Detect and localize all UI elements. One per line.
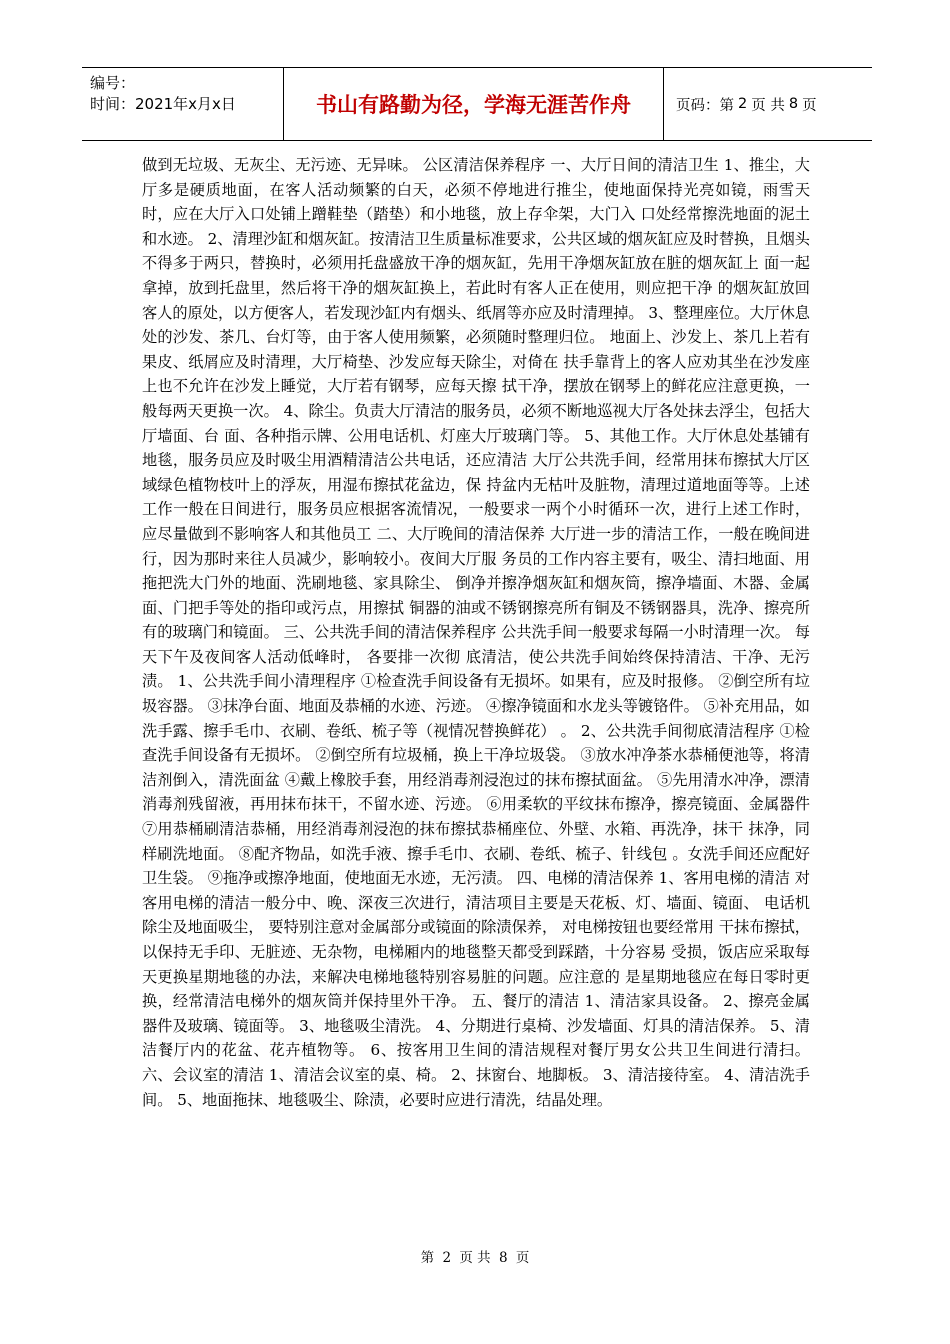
footer-page-total: 8: [498, 1250, 508, 1266]
time-label: 时间：2021年x月x日: [90, 95, 236, 113]
page-header: [82, 67, 872, 141]
footer-prefix: 第: [420, 1250, 435, 1266]
page-label: 页码：第: [676, 97, 734, 114]
page-footer: [0, 1246, 950, 1266]
code-label: 编号：: [90, 74, 136, 92]
document-body: 做到无垃圾、无灰尘、无污迹、无异味。 公区清洁保养程序 一、大厅日间的清洁卫生 1、推尘，大厅多是硬质地面，在客人活动频繁的白天，必须不停地进行推尘，使地面保持光亮如镜，雨雪天时，应在大厅入口处铺上蹭鞋垫（踏垫）和小地毯，放上存伞架，大门入 口处经常擦洗地面的泥土和水迹。 2、清理沙缸和烟灰缸。按清洁卫生质量标准要求，公共区域的烟灰缸应及时替换，且烟头 不得多于两只，替换时，必须用托盘盛放干净的烟灰缸，先用干净烟灰缸放在脏的烟灰缸上 面一起拿掉，放到托盘里，然后将干净的烟灰缸换上，若此时有客人正在使用，则应把干净 的烟灰缸放回客人的原处，以方便客人，若发现沙缸内有烟头、纸屑等亦应及时清理掉。 3、整理座位。大厅休息处的沙发、茶几、台灯等，由于客人使用频繁，必须随时整理归位。 地面上、沙发上、茶几上若有果皮、纸屑应及时清理，大厅椅垫、沙发应每天除尘，对倚在 扶手靠背上的客人应劝其坐在沙发座上也不允许在沙发上睡觉，大厅若有钢琴，应每天擦 拭干净，摆放在钢琴上的鲜花应注意更换，一般每两天更换一次。 4、除尘。负责大厅清洁的服务员，必须不断地巡视大厅各处抹去浮尘，包括大厅墙面、台 面、各种指示牌、公用电话机、灯座大厅玻璃门等。 5、其他工作。大厅休息处基铺有地毯，服务员应及时吸尘用酒精清洁公共电话，还应清洁 大厅公共洗手间，经常用抹布擦拭大厅区域绿色植物枝叶上的浮灰，用湿布擦拭花盆边，保 持盆内无枯叶及脏物，清理过道地面等等。上述工作一般在日间进行，服务员应根据客流情况，一般要求一两个小时循环一次，进行上述工作时，应尽量做到不影响客人和其他员工 二、大厅晚间的清洁保养 大厅进一步的清洁工作，一般在晚间进行，因为那时来往人员减少，影响较小。夜间大厅服 务员的工作内容主要有，吸尘、清扫地面、用拖把洗大门外的地面、洗刷地毯、家具除尘、 倒净并擦净烟灰缸和烟灰筒，擦净墙面、木器、金属面、门把手等处的指印或污点，用擦拭 铜器的油或不锈钢擦亮所有铜及不锈钢器具，洗净、擦亮所有的玻璃门和镜面。 三、公共洗手间的清洁保养程序 公共洗手间一般要求每隔一小时清理一次。 每天下午及夜间客人活动低峰时， 各要排一次彻 底清洁，使公共洗手间始终保持清洁、干净、无污渍。 1、公共洗手间小清理程序 ①检查洗手间设备有无损坏。如果有，应及时报修。 ②倒空所有垃圾容器。 ③抹净台面、地面及恭桶的水迹、污迹。 ④擦净镜面和水龙头等镀铬件。 ⑤补充用品，如洗手露、擦手毛巾、衣刷、卷纸、梳子等（视情况替换鲜花） 。 2、公共洗手间彻底清洁程序 ①检查洗手间设备有无损坏。 ②倒空所有垃圾桶，换上干净垃圾袋。 ③放水冲净茶水恭桶便池等，将清洁剂倒入，清洗面盆 ④戴上橡胶手套，用经消毒剂浸泡过的抹布擦拭面盆。 ⑤先用清水冲净，漂清消毒剂残留液，再用抹布抹干，不留水迹、污迹。 ⑥用柔软的平纹抹布擦净，擦亮镜面、金属器件 ⑦用恭桶刷清洁恭桶，用经消毒剂浸泡的抹布擦拭恭桶座位、外壁、水箱、再洗净，抹干 抹净，同样刷洗地面。 ⑧配齐物品，如洗手液、擦手毛巾、衣刷、卷纸、梳子、针线包 。女洗手间还应配好卫生袋。 ⑨拖净或擦净地面，使地面无水迹，无污渍。 四、电梯的清洁保养 1、客用电梯的清洁 对客用电梯的清洁一般分中、晚、深夜三次进行，清洁项目主要是天花板、灯、墙面、镜面、 电话机除尘及地面吸尘， 要特别注意对金属部分或镜面的除渍保养， 对电梯按钮也要经常用 干抹布擦拭，以保持无手印、无脏迹、无杂物，电梯厢内的地毯整天都受到踩踏，十分容易 受损，饭店应采取每天更换星期地毯的办法，来解决电梯地毯特别容易脏的问题。应注意的 是星期地毯应在每日零时更换，经常清洁电梯外的烟灰筒并保持里外干净。 五、餐厅的清洁 1、清洁家具设备。 2、擦亮金属器件及玻璃、镜面等。 3、地毯吸尘清洗。 4、分期进行桌椅、沙发墙面、灯具的清洁保养。 5、清洁餐厅内的花盆、花卉植物等。 6、按客用卫生间的清洁规程对餐厅男女公共卫生间进行清扫。 六、会议室的清洁 1、清洁会议室的桌、椅。 2、抹窗台、地脚板。 3、清洁接待室。 4、清洁洗手间。 5、地面拖抹、地毯吸尘、除渍，必要时应进行清洗，结晶处理。: [142, 156, 810, 1109]
page-number: 2: [738, 96, 748, 112]
header-motto: 书山有路勤为径，学海无涯苦作舟: [284, 68, 664, 140]
page-total: 8: [788, 96, 799, 112]
footer-page-number: 2: [442, 1250, 452, 1266]
header-meta: [82, 68, 284, 140]
footer-suffix: 页: [515, 1250, 530, 1266]
page-end: 页: [802, 97, 817, 114]
header-page-info: [664, 68, 872, 140]
footer-mid: 页 共: [459, 1250, 491, 1266]
page-mid: 页 共: [751, 97, 785, 114]
